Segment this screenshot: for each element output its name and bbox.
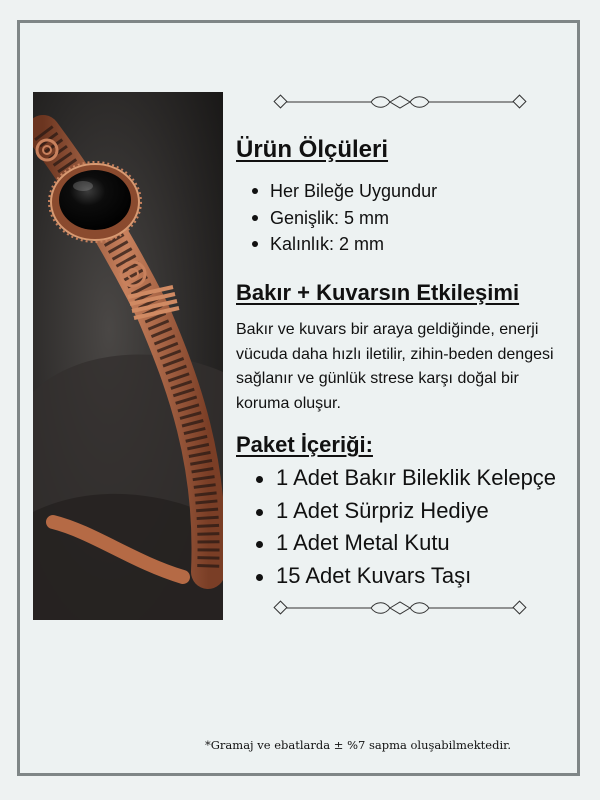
list-item: 1 Adet Metal Kutu [256, 527, 556, 560]
list-item: Her Bileğe Uygundur [252, 178, 437, 205]
package-list [256, 462, 556, 592]
footnote: *Gramaj ve ebatlarda ± %7 sapma oluşabilmektedir. [205, 738, 512, 752]
divider-ornament-bottom [273, 598, 527, 618]
divider-ornament-top [273, 92, 527, 112]
list-item: Kalınlık: 2 mm [252, 231, 437, 258]
list-item: 1 Adet Sürpriz Hediye [256, 495, 556, 528]
dimensions-title: Ürün Ölçüleri [236, 136, 389, 163]
package-title: Paket İçeriği: [236, 432, 373, 457]
list-item: Genişlik: 5 mm [252, 205, 437, 232]
product-photo [33, 92, 223, 620]
list-item: 1 Adet Bakır Bileklik Kelepçe [256, 462, 556, 495]
list-item: 15 Adet Kuvars Taşı [256, 560, 556, 593]
dimensions-list [252, 178, 437, 258]
interaction-text: Bakır ve kuvars bir araya geldiğinde, enerji vücuda daha hızlı iletilir, zihin-beden dengesi sağlanır ve günlük strese karşı doğal bir koruma oluşur. [236, 321, 554, 412]
interaction-title: Bakır + Kuvarsın Etkileşimi [236, 280, 520, 305]
